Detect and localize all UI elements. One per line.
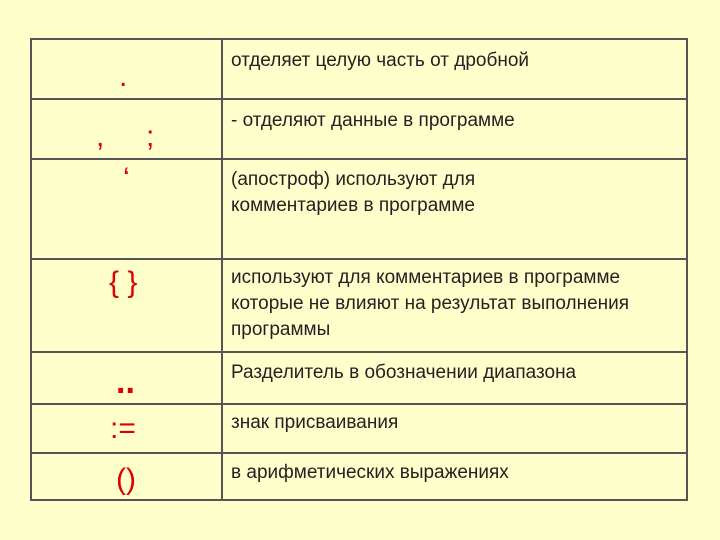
row-divider — [32, 351, 686, 353]
symbol-comma-semicolon: , ; — [96, 120, 155, 153]
row-divider — [32, 258, 686, 260]
row-divider — [32, 403, 686, 405]
description-period: отделяет целую часть от дробной — [231, 50, 530, 71]
description-assignment: знак присваивания — [231, 412, 399, 433]
row-divider — [32, 158, 686, 160]
symbol-parentheses: () — [116, 463, 136, 496]
symbol-apostrophe: ‘ — [123, 162, 130, 195]
symbol-assignment: := — [110, 412, 136, 445]
symbol-range: .. — [116, 363, 135, 401]
row-divider — [32, 452, 686, 454]
description-apostrophe: (апостроф) используют для комментариев в программе — [231, 169, 476, 216]
description-range: Разделитель в обозначении диапазона — [231, 362, 577, 383]
symbol-period: . — [119, 60, 128, 93]
description-comma-semicolon: - отделяют данные в программе — [231, 110, 515, 131]
description-braces: используют для комментариев в программе которые не влияют на результат выполнения программы — [231, 267, 630, 340]
row-divider — [32, 98, 686, 100]
column-divider — [221, 40, 223, 499]
description-parentheses: в арифметических выражениях — [231, 462, 509, 483]
operators-table — [30, 38, 688, 501]
symbol-braces: { } — [109, 266, 138, 299]
